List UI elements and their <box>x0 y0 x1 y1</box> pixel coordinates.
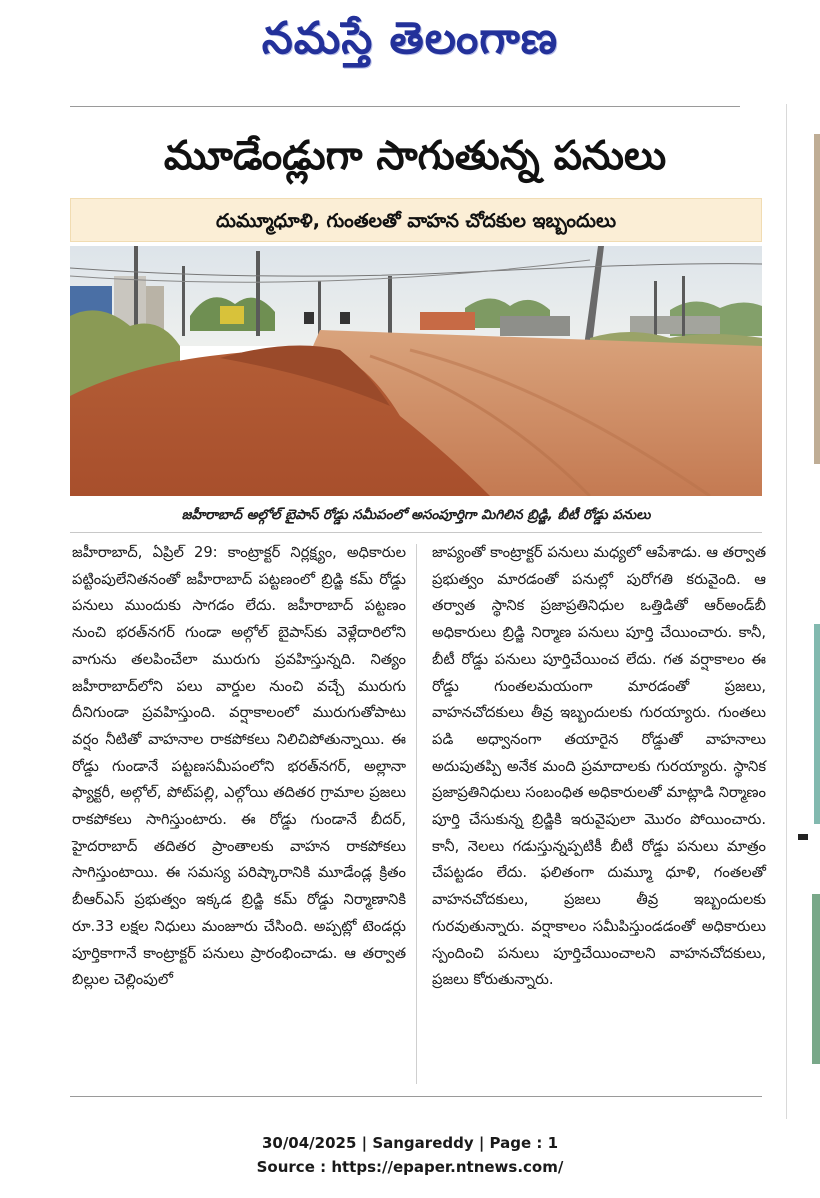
article-photo[interactable] <box>70 246 762 496</box>
bottom-divider <box>70 1096 762 1097</box>
adjacent-photo-edge-3 <box>812 894 820 1064</box>
article-column-right <box>432 540 766 994</box>
masthead-logo[interactable]: నమస్తే తెలంగాణ <box>261 13 559 64</box>
article-headline: మూడేండ్లుగా సాగుతున్న పనులు <box>163 133 667 179</box>
adjacent-photo-edge <box>814 134 820 464</box>
article-paragraph-left: జహీరాబాద్, ఏప్రిల్ 29: కాంట్రాక్టర్ నిర్లక్ష్యం, అధికారుల పట్టింపులేనితనంతో జహీరాబాద్ పట్టణంలో బ్రిడ్జి కమ్ రోడ్డు పనులు ముందుకు సాగడం లేదు. జహీరాబాద్ పట్టణం నుంచి భరత్‌నగర్ గుండా అల్గోల్ బైపాస్‌కు వెళ్లేదారిలోని వాగును తలపించేలా మురుగు ప్రవహిస్తున్నది. నిత్యం జహీరాబాద్‌లోని పలు వార్డుల నుంచి వచ్చే మురుగు దీనిగుండా ప్రవహిస్తుంది. వర్షాకాలంలో మురుగుతోపాటు వర్షం నీటితో వాహనాల రాకపోకలు నిలిచిపోతున్నాయి. ఈ రోడ్డు గుండానే పట్టణసమీపంలోని భరత్‌నగర్, అల్లానా ఫ్యాక్టరీ, అల్గోల్, పోట్‌పల్లి, ఎల్గోయి తదితర గ్రామాల ప్రజలు రాకపోకలు సాగిస్తుంటారు. ఈ రోడ్డు గుండానే బీదర్, హైదరాబాద్ తదితర ప్రాంతాలకు వాహన రాకపోకలు సాగిస్తుంటాయి. ఈ సమస్య పరిష్కారానికి మూడేండ్ల క్రితం బీఆర్‌ఎస్ ప్రభుత్వం ఇక్కడ బ్రిడ్జి కమ్ రోడ్డు నిర్మాణానికి రూ.33 లక్షల నిధులు మంజూరు చేసింది. అప్పట్లో టెండర్లు పూర్తికాగానే కాంట్రాక్టర్ పనులు ప్రారంభించాడు. ఆ తర్వాత బిల్లుల చెల్లింపులో <box>72 544 406 989</box>
column-divider <box>416 544 417 1084</box>
footer-source-link[interactable]: Source : https://epaper.ntnews.com/ <box>256 1158 564 1176</box>
footer-date-edition-page: 30/04/2025 | Sangareddy | Page : 1 <box>261 1134 559 1152</box>
photo-caption: జహీరాబాద్ అల్గోల్ బైపాస్ రోడ్డు సమీపంలో అసంపూర్తిగా మిగిలిన బ్రిడ్జి, బీటీ రోడ్డు పనులు <box>181 507 651 523</box>
article-column-left <box>72 540 406 994</box>
road-construction-photo <box>70 246 762 496</box>
top-divider <box>70 106 740 107</box>
caption-divider <box>70 532 762 533</box>
adjacent-photo-edge-2 <box>814 624 820 824</box>
adjacent-article-edge <box>784 104 820 1119</box>
article-paragraph-right: జాప్యంతో కాంట్రాక్టర్ పనులు మధ్యలో ఆపేశాడు. ఆ తర్వాత ప్రభుత్వం మారడంతో పనుల్లో పురోగతి కరువైంది. ఆ తర్వాత స్థానిక ప్రజాప్రతినిధుల ఒత్తిడితో ఆర్‌అండ్‌బీ అధికారులు బ్రిడ్జి నిర్మాణ పనులు పూర్తి చేయించారు. కానీ, బీటీ రోడ్డు పనులు పూర్తిచేయించ లేదు. గత వర్షాకాలం ఈ రోడ్డు గుంతలమయంగా మారడంతో ప్రజలు, వాహనచోదకులు తీవ్ర ఇబ్బందులకు గురయ్యారు. గుంతలు పడి అధ్వానంగా తయారైన రోడ్డుతో వాహనాలు అదుపుతప్పి అనేక మంది ప్రమాదాలకు గురయ్యారు. స్థానిక ప్రజాప్రతినిధులు సంబంధిత అధికారులతో మాట్లాడి నిర్మాణం పూర్తి చేసుకున్న బ్రిడ్జికి ఇరువైపులా మొరం పోయించారు. కానీ, నెలలు గడుస్తున్నప్పటికీ బీటీ రోడ్డు పనులు మాత్రం చేపట్టడం లేదు. ఫలితంగా దుమ్మూ ధూళి, గంతలతో వాహనచోదకులు, ప్రజలు తీవ్ర ఇబ్బందులకు గురవుతున్నారు. వర్షాకాలం సమీపిస్తుండడంతో అధికారులు స్పందించి పనులు పూర్తిచేయించాలని వాహనచోదకులు, ప్రజలు కోరుతున్నారు. <box>432 544 766 989</box>
article-subheadline: దుమ్మూధూళి, గుంతలతో వాహన చోదకుల ఇబ్బందులు <box>70 198 762 242</box>
adjacent-text-fragment <box>798 834 808 840</box>
